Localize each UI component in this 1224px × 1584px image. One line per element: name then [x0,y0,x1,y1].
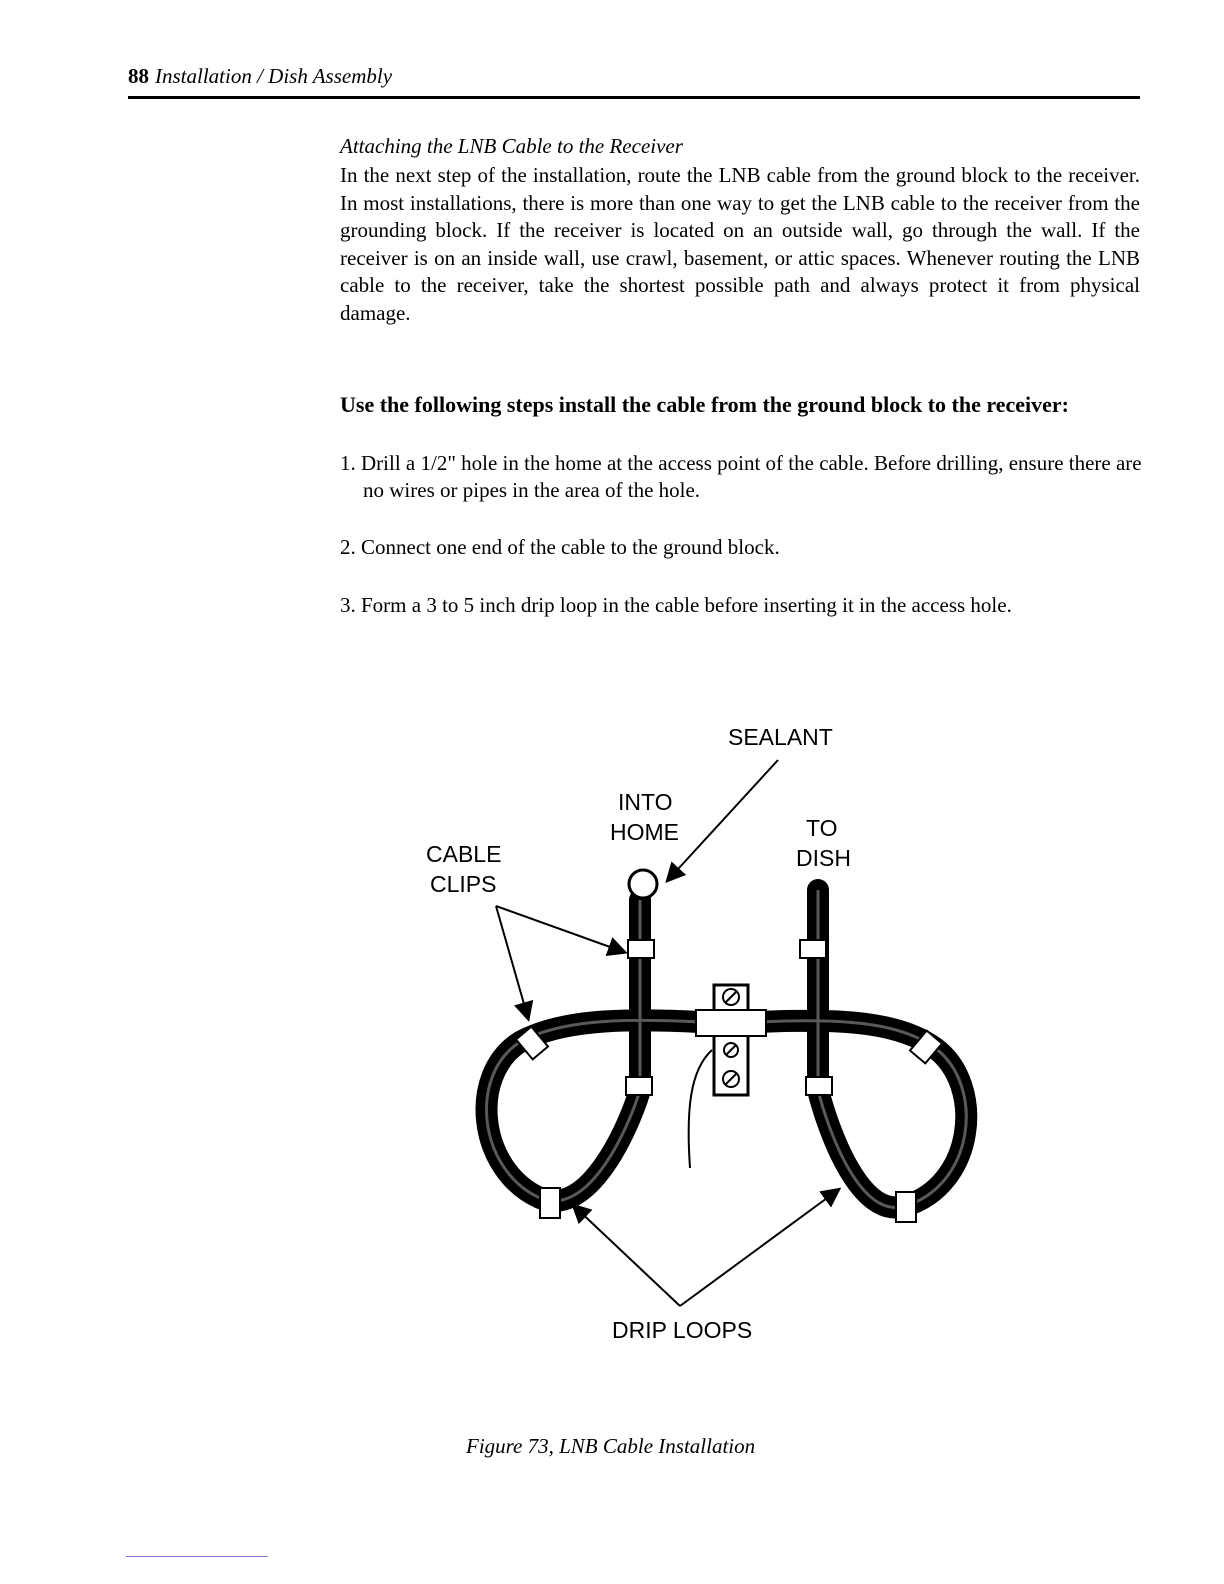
pointer-arrows [496,760,838,1306]
label-into: INTO [618,789,673,815]
cable-clip-icons [516,940,942,1222]
step-item-3: 3. Form a 3 to 5 inch drip loop in the cable before inserting it in the access hole. [340,593,1012,617]
access-hole-icon [629,870,657,898]
step-item-2: 2. Connect one end of the cable to the ground block. [340,535,780,559]
label-sealant: SEALANT [728,724,833,750]
section-paragraph: In the next step of the installation, route the LNB cable from the ground block to the receiver. In most installations, there is more than one way to get the LNB cable to the receiver from the grounding block. If the receiver is located on an outside wall, go through the wall. If the receiver is on an inside wall, use crawl, basement, or attic spaces. Whenever routing the LNB cable to the receiver, take the shortest possible path and always protect it from physical damage. [340,163,1140,325]
figure-caption: Figure 73, LNB Cable Installation [466,1434,756,1458]
right-drip-loop [760,890,966,1207]
step-item-1: 1. Drill a 1/2" hole in the home at the access point of the cable. Before drilling, ensure there are no wires or pipes in the area of the hole. [340,451,1142,502]
page-number: 88 [128,64,149,88]
label-cable: CABLE [426,841,502,867]
ground-block-icon [689,985,766,1168]
header-rule [128,96,1140,99]
label-clips: CLIPS [430,871,497,897]
footer-rule [126,1556,268,1557]
label-dish: DISH [796,845,851,871]
label-home: HOME [610,819,679,845]
label-to: TO [806,815,838,841]
running-title: Installation / Dish Assembly [155,64,393,88]
steps-heading: Use the following steps install the cable from the ground block to the receiver: [340,392,1069,417]
left-drip-loop [487,900,700,1201]
running-header [128,62,1140,90]
label-drip-loops: DRIP LOOPS [612,1317,753,1343]
section-heading: Attaching the LNB Cable to the Receiver [340,134,683,158]
